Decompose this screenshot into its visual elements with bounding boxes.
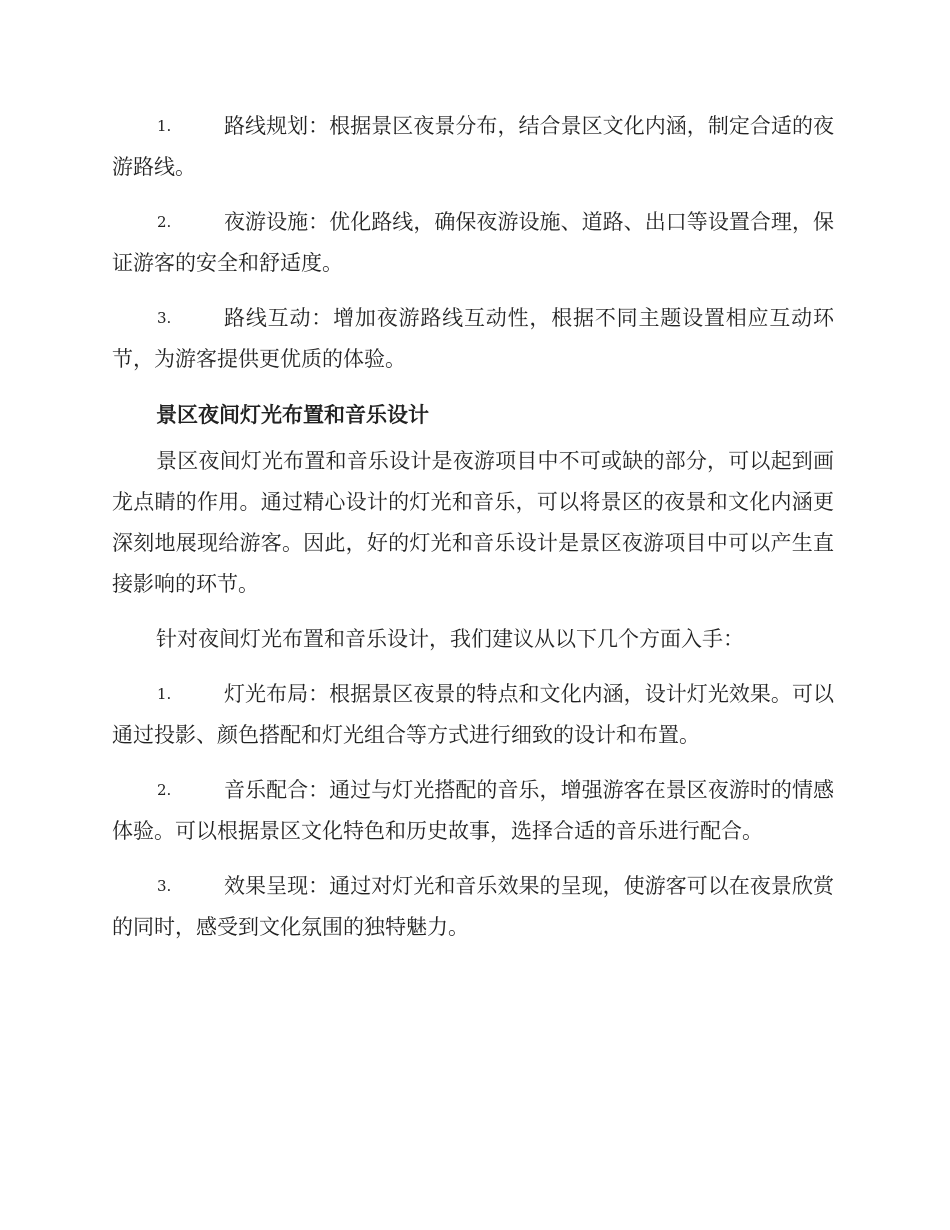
- list-item: [112, 770, 834, 852]
- list-item: [112, 106, 834, 188]
- list-item: [112, 866, 834, 948]
- list-number: 1.: [157, 685, 172, 703]
- paragraph: 景区夜间灯光布置和音乐设计是夜游项目中不可或缺的部分，可以起到画龙点睛的作用。通过精心设计的灯光和音乐，可以将景区的夜景和文化内涵更深刻地展现给游客。因此，好的灯光和音乐设计是景区夜游项目中可以产生直接影响的环节。: [112, 449, 834, 596]
- list-item: [112, 298, 834, 380]
- list-number: 3.: [157, 877, 172, 895]
- paragraph: 针对夜间灯光布置和音乐设计，我们建议从以下几个方面入手：: [156, 627, 744, 651]
- list-text: 路线规划：根据景区夜景分布，结合景区文化内涵，制定合适的夜游路线。: [112, 114, 834, 179]
- section-heading: 景区夜间灯光布置和音乐设计: [156, 402, 429, 427]
- list-text: 效果呈现：通过对灯光和音乐效果的呈现，使游客可以在夜景欣赏的同时，感受到文化氛围的独特魅力。: [112, 874, 834, 939]
- list-text: 音乐配合：通过与灯光搭配的音乐，增强游客在景区夜游时的情感体验。可以根据景区文化特色和历史故事，选择合适的音乐进行配合。: [112, 778, 834, 843]
- list-item: [112, 674, 834, 756]
- list-item: [112, 202, 834, 284]
- list-text: 夜游设施：优化路线，确保夜游设施、道路、出口等设置合理，保证游客的安全和舒适度。: [112, 210, 834, 275]
- list-number: 2.: [157, 781, 172, 799]
- list-text: 路线互动：增加夜游路线互动性，根据不同主题设置相应互动环节，为游客提供更优质的体验。: [112, 306, 834, 371]
- list-number: 2.: [157, 213, 172, 231]
- list-number: 3.: [157, 309, 172, 327]
- list-number: 1.: [157, 117, 172, 135]
- list-text: 灯光布局：根据景区夜景的特点和文化内涵，设计灯光效果。可以通过投影、颜色搭配和灯光组合等方式进行细致的设计和布置。: [112, 682, 834, 747]
- document-page: [112, 106, 834, 962]
